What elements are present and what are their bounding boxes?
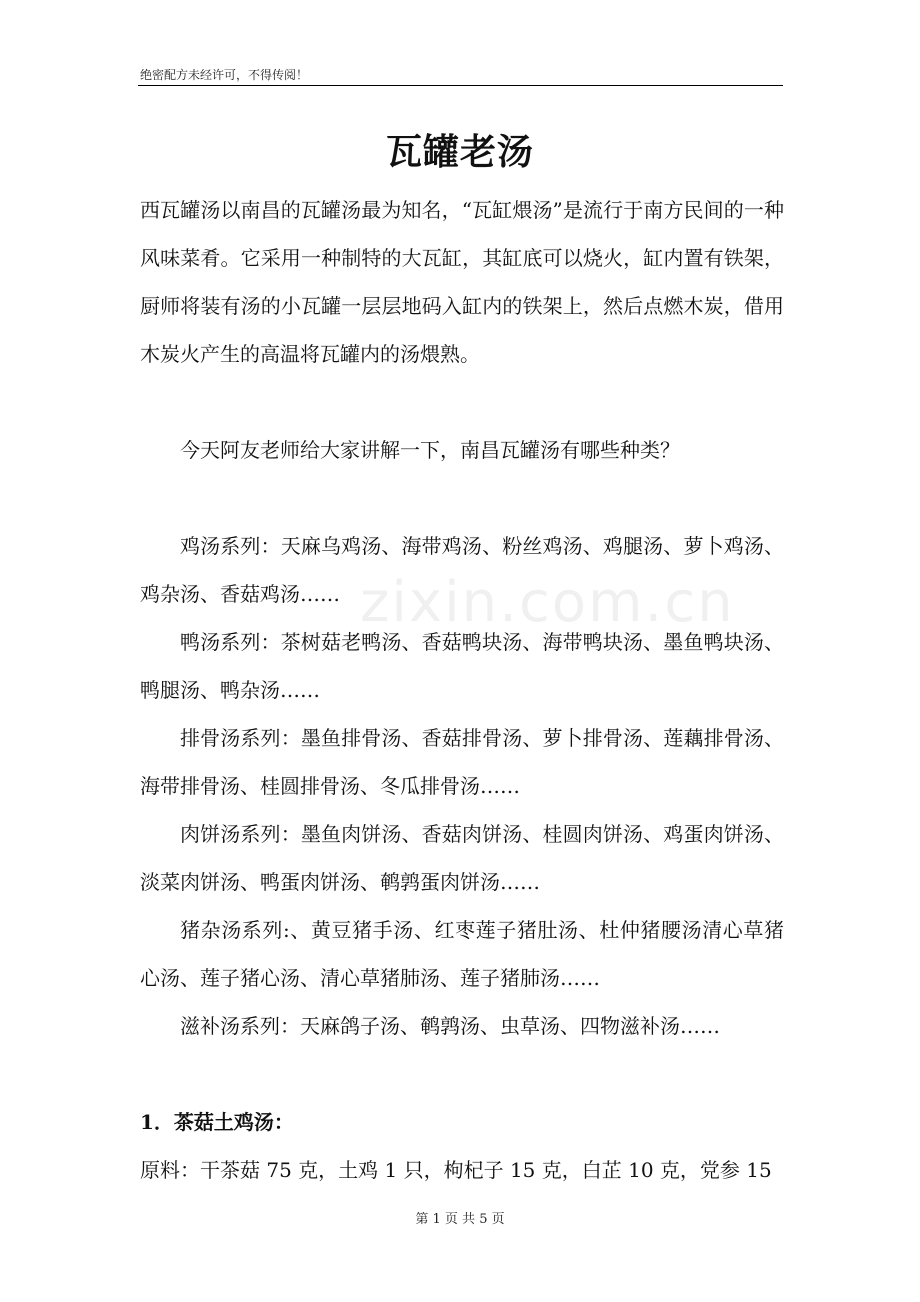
series-chicken: 鸡汤系列：天麻乌鸡汤、海带鸡汤、粉丝鸡汤、鸡腿汤、萝卜鸡汤、鸡杂汤、香菇鸡汤…… (140, 534, 784, 606)
header-note: 绝密配方未经许可，不得传阅！ (140, 68, 309, 82)
spacer (140, 378, 784, 426)
series-pork-offal: 猪杂汤系列:、黄豆猪手汤、红枣莲子猪肚汤、杜仲猪腰汤清心草猪心汤、莲子猪心汤、清心草猪肺汤、莲子猪肺汤…… (140, 918, 784, 990)
spacer (140, 1050, 784, 1098)
series-meat-patty: 肉饼汤系列：墨鱼肉饼汤、香菇肉饼汤、桂圆肉饼汤、鸡蛋肉饼汤、淡菜肉饼汤、鸭蛋肉饼汤、鹌鹑蛋肉饼汤…… (140, 822, 784, 894)
intro-paragraph: 西瓦罐汤以南昌的瓦罐汤最为知名，“瓦缸煨汤”是流行于南方民间的一种风味菜肴。它采用一种制特的大瓦缸，其缸底可以烧火，缸内置有铁架，厨师将装有汤的小瓦罐一层层地码入缸内的铁架上，然后点燃木炭，借用木炭火产生的高温将瓦罐内的汤煨熟。 (140, 198, 784, 366)
document-body (140, 186, 784, 1194)
spacer (140, 474, 784, 522)
question-paragraph: 今天阿友老师给大家讲解一下，南昌瓦罐汤有哪些种类？ (180, 438, 680, 462)
series-tonic: 滋补汤系列：天麻鸽子汤、鹌鹑汤、虫草汤、四物滋补汤…… (180, 1014, 720, 1038)
document-title: 瓦罐老汤 (385, 131, 534, 173)
series-pork-rib: 排骨汤系列：墨鱼排骨汤、香菇排骨汤、萝卜排骨汤、莲藕排骨汤、海带排骨汤、桂圆排骨汤、冬瓜排骨汤…… (140, 726, 784, 798)
header-divider (138, 85, 783, 86)
watermark: zixin.com.cn (360, 570, 735, 635)
series-duck: 鸭汤系列：茶树菇老鸭汤、香菇鸭块汤、海带鸭块汤、墨鱼鸭块汤、鸭腿汤、鸭杂汤…… (140, 630, 784, 702)
recipe-ingredients: 原料：干茶菇 75 克，土鸡 1 只，枸杞子 15 克，白芷 10 克，党参 15 (140, 1158, 772, 1182)
recipe-heading: 1．茶菇土鸡汤： (140, 1110, 294, 1134)
page-footer: 第 1 页 共 5 页 (415, 1212, 505, 1227)
